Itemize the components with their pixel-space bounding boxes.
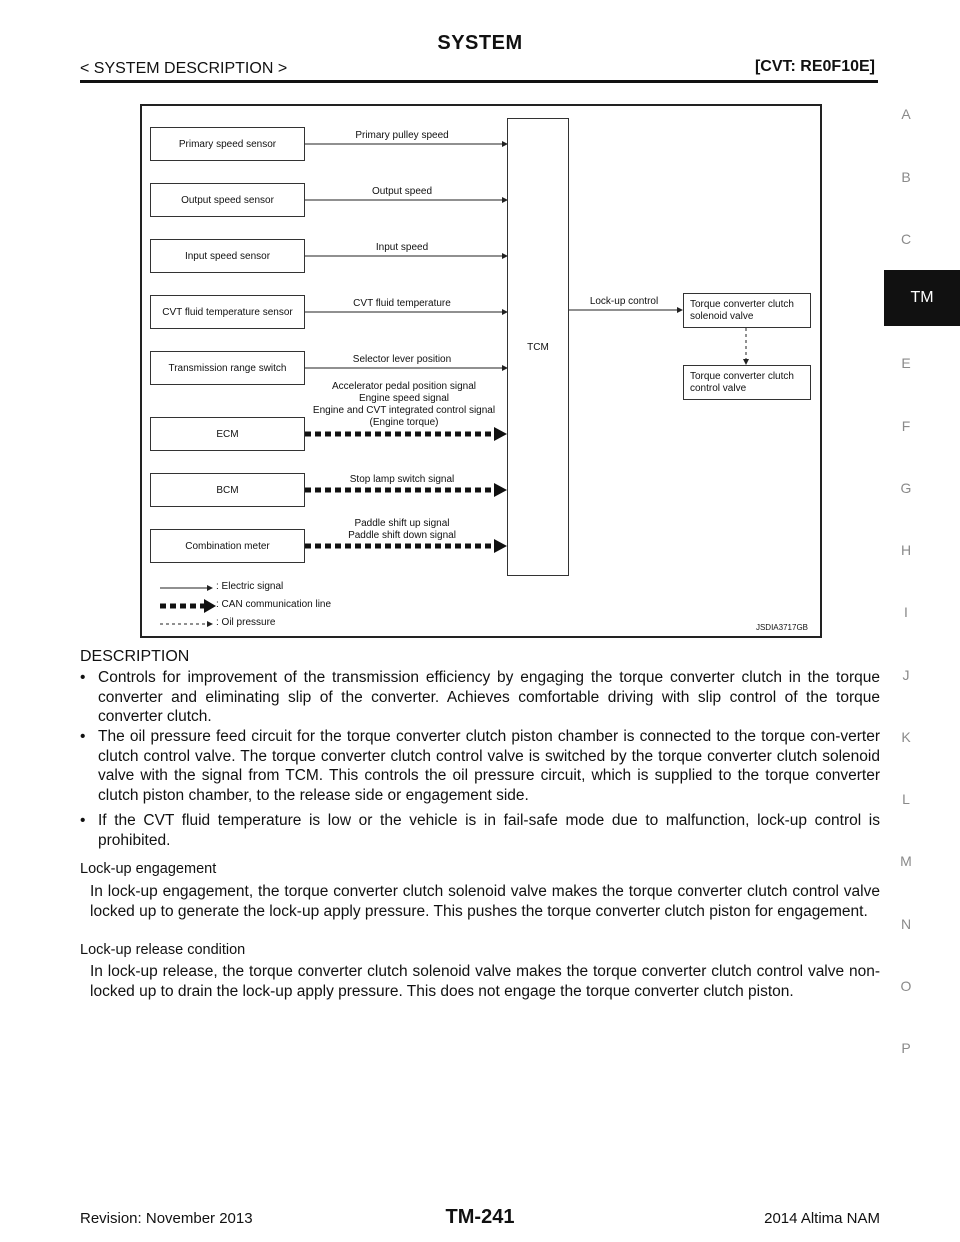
box-solenoid-valve: Torque converter clutch solenoid valve (683, 293, 811, 328)
footer-revision: Revision: November 2013 (80, 1210, 253, 1227)
box-primary-speed-sensor: Primary speed sensor (150, 127, 305, 161)
header-rule (80, 80, 878, 83)
label-output-speed: Output speed (371, 186, 433, 197)
box-combination-meter: Combination meter (150, 529, 305, 563)
index-letter-b: B (901, 169, 911, 185)
label-fluid-temp: CVT fluid temperature (353, 298, 451, 309)
index-letter-h: H (900, 542, 912, 558)
can-arrow-bcm (494, 483, 507, 497)
legend-can: : CAN communication line (216, 599, 332, 610)
description-bullet-3 (80, 811, 880, 850)
lockup-engagement-title: Lock-up engagement (80, 861, 217, 877)
description-heading: DESCRIPTION (80, 648, 190, 665)
index-active-tab: TM (884, 270, 960, 326)
lockup-release-text: In lock-up release, the torque converter clutch solenoid valve makes the torque converter clutch control valve non-locked up to drain the lock-up apply pressure. This does not engage the torque converter clutch piston. (90, 963, 880, 1000)
box-tcm: TCM (507, 118, 569, 576)
label-selector-position: Selector lever position (352, 354, 452, 365)
index-letter-a: A (901, 106, 911, 122)
index-letter-f: F (901, 418, 911, 434)
box-input-speed-sensor: Input speed sensor (150, 239, 305, 273)
box-ecm: ECM (150, 417, 305, 451)
label-ecm-signal-3: Engine and CVT integrated control signal (312, 405, 496, 416)
system-diagram (140, 104, 822, 638)
box-control-valve: Torque converter clutch control valve (683, 365, 811, 400)
label-stop-lamp: Stop lamp switch signal (349, 474, 455, 485)
bullet-text: The oil pressure feed circuit for the torque converter clutch piston chamber is connected to the torque con-verter clutch control valve. The torque converter clutch control valve is switched by the torque converter clutch solenoid valve with the signal from TCM. This controls the oil pressure circuit, which is supplied to the torque converter clutch piston chamber, to the release side or engagement side. (98, 728, 880, 804)
box-fluid-temp-sensor: CVT fluid temperature sensor (150, 295, 305, 329)
index-letter-k: K (901, 729, 911, 745)
bullet-text: If the CVT fluid temperature is low or the vehicle is in fail-safe mode due to malfunction, lock-up control is prohibited. (98, 812, 880, 849)
label-input-speed: Input speed (375, 242, 429, 253)
label-paddle-down: Paddle shift down signal (348, 530, 456, 541)
index-letter-l: L (902, 791, 910, 807)
index-letter-i: I (904, 604, 908, 620)
section-label: < SYSTEM DESCRIPTION > (80, 60, 288, 77)
index-letter-c: C (900, 231, 912, 247)
legend-can-arrow (204, 599, 216, 613)
can-arrow-ecm (494, 427, 507, 441)
label-ecm-signal-2: Engine speed signal (358, 393, 450, 404)
index-letter-j: J (902, 667, 910, 683)
box-bcm: BCM (150, 473, 305, 507)
index-letter-p: P (901, 1040, 911, 1056)
label-primary-pulley-speed: Primary pulley speed (355, 130, 449, 141)
label-paddle-up: Paddle shift up signal (354, 518, 450, 529)
legend-electric: : Electric signal (216, 581, 284, 592)
index-letter-n: N (900, 916, 912, 932)
legend-oil: : Oil pressure (216, 617, 276, 628)
box-output-speed-sensor: Output speed sensor (150, 183, 305, 217)
bullet-dot: • (80, 669, 86, 686)
index-letter-e: E (901, 355, 911, 371)
footer-model: 2014 Altima NAM (764, 1210, 880, 1227)
description-bullet-2 (80, 727, 880, 805)
page-title: SYSTEM (437, 32, 523, 54)
lockup-engagement-text: In lock-up engagement, the torque converter clutch solenoid valve makes the torque converter clutch control valve locked up to generate the lock-up apply pressure. This pushes the torque converter clutch piston for engagement. (90, 883, 880, 920)
lockup-release-title: Lock-up release condition (80, 942, 246, 958)
label-ecm-signal-4: (Engine torque) (369, 417, 439, 428)
bullet-dot: • (80, 812, 86, 829)
bullet-text: Controls for improvement of the transmission efficiency by engaging the torque converter clutch in the torque converter and eliminating slip of the converter. Achieves comfortable driving with slip control of the torque converter clutch. (98, 669, 880, 725)
index-letter-g: G (900, 480, 912, 496)
bullet-dot: • (80, 728, 86, 745)
label-ecm-signal-1: Accelerator pedal position signal (332, 381, 476, 392)
description-bullet-1 (80, 668, 880, 727)
model-label: [CVT: RE0F10E] (754, 58, 875, 75)
index-letter-o: O (900, 978, 912, 994)
label-lockup-control: Lock-up control (589, 296, 659, 307)
box-range-switch: Transmission range switch (150, 351, 305, 385)
footer-page-number: TM-241 (445, 1206, 515, 1228)
index-letter-m: M (900, 853, 912, 869)
diagram-code: JSDIA3717GB (755, 623, 808, 632)
can-arrow-meter (494, 539, 507, 553)
